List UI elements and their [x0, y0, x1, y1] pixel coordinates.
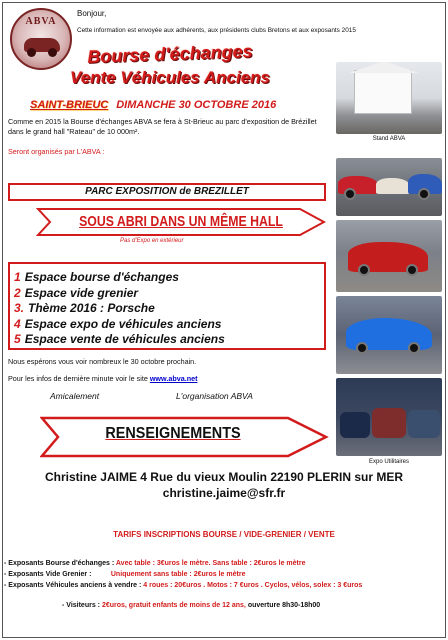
- list-item: 2 Espace vide grenier: [14, 285, 139, 300]
- list-item: 1 Espace bourse d'échanges: [14, 270, 179, 284]
- tarif-row-vehicules: - Exposants Véhicules anciens à vendre : 4 roues : 20€uros . Motos : 7 €uros . Cyclos, vélos, solex : 3 €uros: [4, 582, 363, 589]
- list-item: 4 Espace expo de véhicules anciens: [14, 316, 222, 331]
- hope-text: Nous espérons vous voir nombreux le 30 octobre prochain.: [8, 357, 197, 366]
- tarif-row-vide-grenier: - Exposants Vide Grenier : Uniquement sans table : 2€uros le mètre: [4, 571, 246, 578]
- event-city: SAINT-BRIEUC: [30, 99, 109, 111]
- parc-exposition-banner: PARC EXPOSITION de BREZILLET: [8, 183, 326, 201]
- abva-website-link[interactable]: www.abva.net: [149, 374, 198, 383]
- photo-caption-utilitaires: Expo Utilitaires: [368, 459, 409, 465]
- title-vente: Vente Véhicules Anciens: [70, 68, 270, 87]
- intro-paragraph: Comme en 2015 la Bourse d'échanges ABVA se fera à St-Brieuc au parc d'exposition de Brézillet dans le grand hall "Rateau" de 10 000m².: [8, 117, 317, 136]
- porsche-photo: [336, 296, 442, 374]
- greeting: Bonjour,: [77, 9, 107, 18]
- organised-label: Seront organisés par L'ABVA :: [8, 147, 105, 156]
- tarif-row-visiteurs: - Visiteurs : 2€uros, gratuit enfants de moins de 12 ans, ouverture 8h30-18h00: [62, 602, 321, 609]
- contact-address: Christine JAIME 4 Rue du vieux Moulin 22190 PLERIN sur MER: [44, 470, 404, 484]
- spaces-list: [8, 262, 326, 350]
- logo-text: ABVA: [25, 16, 57, 27]
- intro-text: Cette information est envoyée aux adhérents, aux présidents clubs Bretons et aux exposants 2015: [77, 27, 356, 34]
- event-date-row: [30, 99, 276, 111]
- event-date: DIMANCHE 30 OCTOBRE 2016: [116, 99, 277, 111]
- tarifs-title: TARIFS INSCRIPTIONS BOURSE / VIDE-GRENIER / VENTE: [113, 530, 335, 539]
- tent-icon: [354, 70, 412, 114]
- red-coupe-photo: [336, 220, 442, 292]
- list-item: 3. Thème 2016 : Porsche: [14, 301, 155, 315]
- contact-email[interactable]: christine.jaime@sfr.fr: [162, 486, 286, 500]
- amicalement: Amicalement: [50, 391, 100, 401]
- infos-line: Pour les infos de dernière minute voir le site www.abva.net: [8, 374, 198, 383]
- abri-arrow-banner: [36, 207, 326, 237]
- abri-heading: SOUS ABRI DANS UN MÊME HALL: [79, 213, 283, 230]
- tarif-row-bourse: - Exposants Bourse d'échanges : Avec table : 3€uros le mètre. Sans table : 2€uros le mètre: [4, 560, 306, 567]
- signature-organisation: L'organisation ABVA: [176, 391, 253, 401]
- no-outdoor-note: Pas d'Expo en extérieur: [120, 238, 184, 244]
- list-item: 5 Espace vente de véhicules anciens: [14, 332, 225, 346]
- classic-cars-photo: [336, 158, 442, 216]
- stand-abva-photo: [336, 62, 442, 134]
- title-bourse: Bourse d'échanges: [87, 41, 253, 67]
- renseignements-arrow-banner: [40, 415, 330, 459]
- photo-caption-stand: Stand ABVA: [372, 136, 406, 142]
- expo-utilitaires-photo: [336, 378, 442, 456]
- renseignements-heading: RENSEIGNEMENTS: [105, 425, 241, 442]
